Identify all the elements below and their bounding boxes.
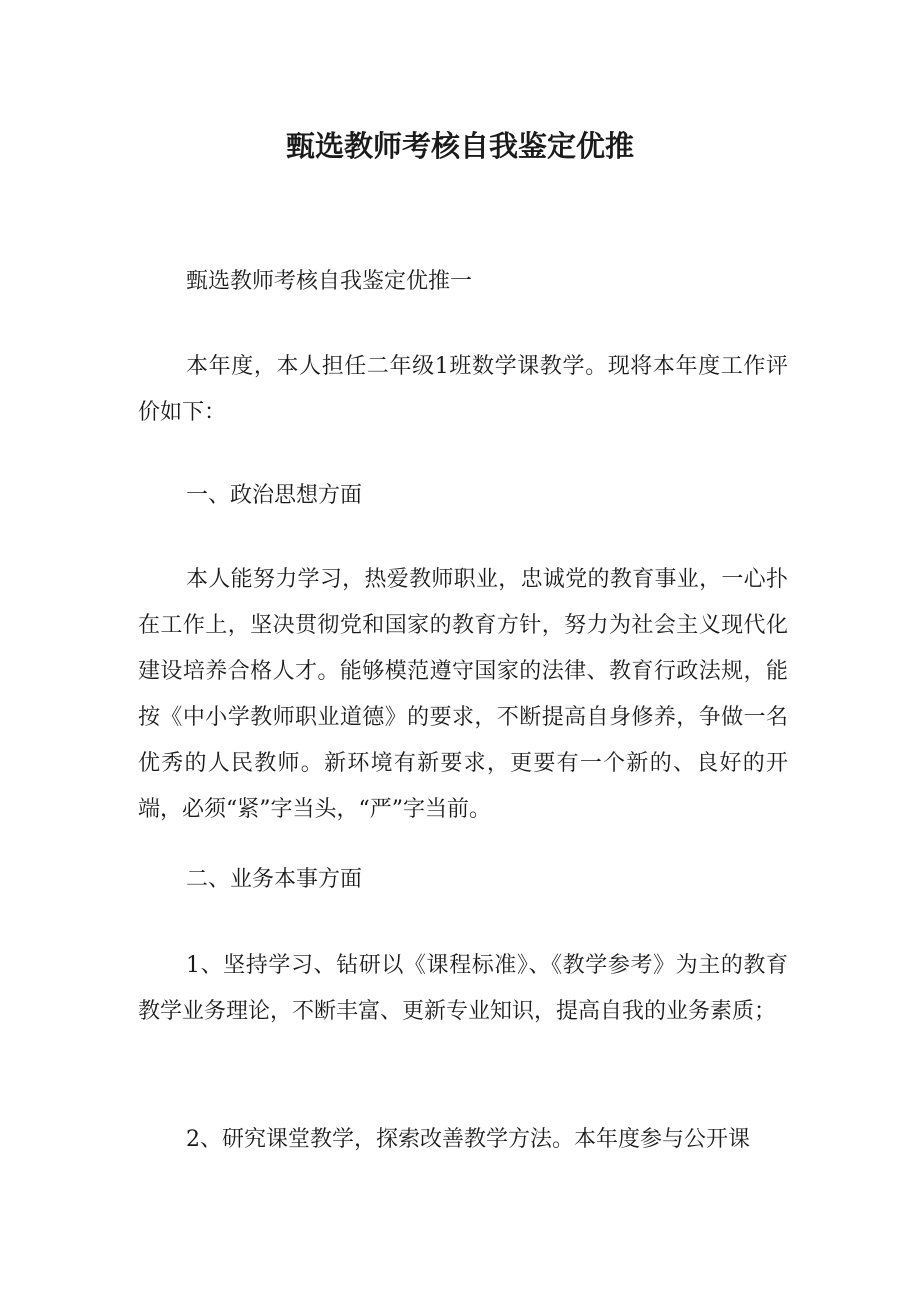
section-heading-politics: 一、政治思想方面 [186, 483, 363, 508]
document-title: 甄选教师考核自我鉴定优推 [285, 129, 634, 163]
business-item-2: 2、研究课堂教学，探索改善教学方法。本年度参与公开课 [186, 1127, 750, 1152]
section-body-politics: 本人能努力学习，热爱教师职业，忠诚党的教育事业，一心扑在工作上，坚决贯彻党和国家的教育方针，努力为社会主义现代化建设培养合格人才。能够模范遵守国家的法律、教育行政法规，能按《中小学教师职业道德》的要求，不断提高自身修养，争做一名优秀的人民教师。新环境有新要求，更要有一个新的、良好的开端，必须“紧”字当头，“严”字当前。 [138, 567, 788, 822]
section-heading-business: 二、业务本事方面 [186, 867, 363, 892]
document-subtitle: 甄选教师考核自我鉴定优推一 [186, 269, 473, 294]
business-item-1: 1、坚持学习、钻研以《课程标准》、《教学参考》为主的教育教学业务理论，不断丰富、更新专业知识，提高自我的业务素质； [138, 953, 788, 1024]
intro-paragraph: 本年度，本人担任二年级1班数学课教学。现将本年度工作评价如下： [138, 354, 788, 425]
